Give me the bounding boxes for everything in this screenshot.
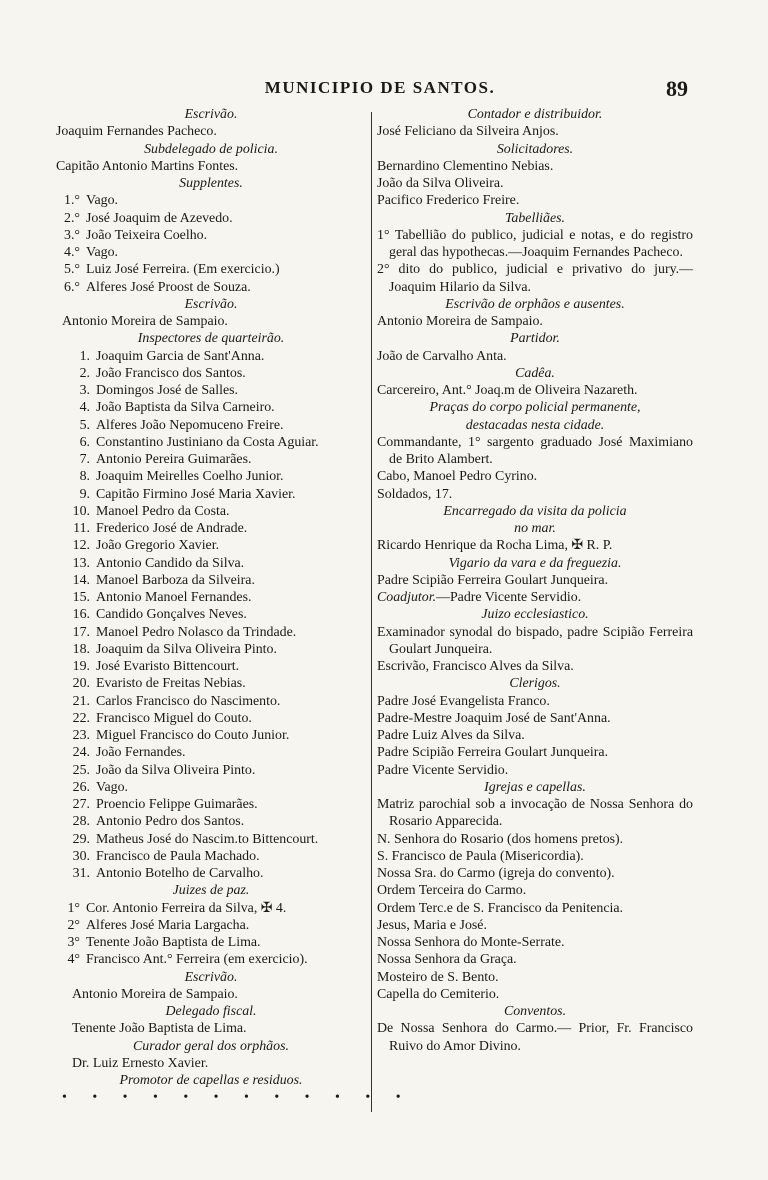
- item-name: João da Silva Oliveira Pinto.: [96, 762, 256, 778]
- entry-text: 2° dito do publico, judicial e privativo do jury.— Joaquim Hilario da Silva.: [377, 262, 693, 295]
- item-name: Cor. Antonio Ferreira da Silva, ✠ 4.: [86, 900, 287, 916]
- list-item: [56, 934, 366, 951]
- item-number: 8.: [79, 469, 90, 485]
- entry-text: Carcereiro, Ant.° Joaq.m de Oliveira Nazareth.: [377, 383, 638, 398]
- entry-text: De Nossa Senhora do Carmo.— Prior, Fr. Francisco Ruivo do Amor Divino.: [377, 1021, 693, 1054]
- item-name: José Evaristo Bittencourt.: [96, 659, 240, 674]
- item-name: Domingos José de Salles.: [96, 383, 238, 398]
- item-number: 4.°: [64, 245, 80, 260]
- item-name: José Joaquim de Azevedo.: [86, 210, 233, 226]
- item-number: 30.: [72, 848, 90, 864]
- list-item: Ordem Terceira do Carmo.: [377, 883, 527, 899]
- item-name: João Baptista da Silva Carneiro.: [96, 400, 275, 416]
- section-heading: Curador geral dos orphãos.: [133, 1038, 289, 1054]
- entry-text: Escrivão, Francisco Alves da Silva.: [377, 659, 574, 674]
- item-number: 2°: [67, 917, 80, 933]
- item-number: 11.: [73, 521, 90, 536]
- page-header: [0, 78, 768, 102]
- item-number: 17.: [72, 624, 90, 640]
- item-name: Alferes José Proost de Souza.: [86, 279, 251, 295]
- list-item: [56, 658, 366, 675]
- item-name: Proencio Felippe Guimarães.: [96, 797, 258, 812]
- list-item: [56, 537, 366, 554]
- juizes-list: [56, 900, 366, 969]
- section-heading: Delegado fiscal.: [165, 1004, 257, 1019]
- item-name: Manoel Pedro Nolasco da Trindade.: [96, 624, 297, 640]
- item-number: 16.: [72, 607, 90, 623]
- coadjutor-label: Coadjutor.: [377, 590, 437, 605]
- list-item: [56, 831, 366, 848]
- section-heading: Subdelegado de policia.: [144, 141, 278, 157]
- section-heading: Escrivão.: [184, 296, 238, 312]
- list-item: [56, 744, 366, 761]
- entry-text: Matriz parochial sob a invocação de Nossa Senhora do Rosario Apparecida.: [377, 797, 693, 830]
- list-item: S. Francisco de Paula (Misericordia).: [377, 848, 584, 864]
- item-number: 3.: [79, 383, 90, 398]
- section-heading: Supplentes.: [179, 176, 243, 191]
- item-number: 21.: [72, 693, 90, 709]
- item-name: Matheus José do Nascim.to Bittencourt.: [96, 831, 319, 847]
- list-item: Jesus, Maria e José.: [377, 917, 487, 933]
- list-item: [56, 796, 366, 813]
- section-heading: no mar.: [514, 521, 556, 536]
- right-column: [377, 106, 693, 1055]
- item-name: Tenente João Baptista de Lima.: [86, 935, 261, 950]
- section-heading: Partidor.: [510, 331, 560, 347]
- item-name: Constantino Justiniano da Costa Aguiar.: [96, 434, 319, 450]
- igrejas-list: [377, 831, 693, 1004]
- list-item: [56, 192, 366, 209]
- list-item: Padre José Evangelista Franco.: [377, 693, 550, 709]
- item-number: 2.°: [64, 210, 80, 226]
- list-item: [56, 468, 366, 485]
- item-number: 24.: [72, 745, 90, 761]
- item-name: Joaquim Meirelles Coelho Junior.: [96, 469, 284, 485]
- section-heading: Escrivão.: [184, 107, 238, 122]
- list-item: [56, 434, 366, 451]
- item-name: João Francisco dos Santos.: [96, 365, 246, 381]
- item-number: 2.: [79, 365, 90, 381]
- entry-text: Commandante, 1° sargento graduado José Maximiano de Brito Alambert.: [377, 434, 693, 467]
- entry-text: Joaquim Fernandes Pacheco.: [56, 124, 217, 140]
- item-number: 27.: [72, 797, 90, 812]
- item-number: 20.: [72, 676, 90, 692]
- entry-text: Cabo, Manoel Pedro Cyrino.: [377, 469, 538, 485]
- section-heading: Praças do corpo policial permanente,: [429, 400, 641, 416]
- section-heading: Tabelliães.: [504, 210, 566, 226]
- item-name: Francisco Miguel do Couto.: [96, 710, 252, 726]
- list-item: [56, 210, 366, 227]
- section-heading: Igrejas e capellas.: [484, 779, 586, 795]
- page-number: 89: [666, 76, 688, 101]
- list-item: Padre Vicente Servidio.: [377, 762, 509, 778]
- list-item: [56, 451, 366, 468]
- list-item: [56, 606, 366, 623]
- list-item: Nossa Senhora da Graça.: [377, 952, 517, 968]
- list-item: Pacifico Frederico Freire.: [377, 193, 520, 209]
- entry-text: Ricardo Henrique da Rocha Lima, ✠ R. P.: [377, 538, 613, 554]
- list-item: [56, 900, 366, 917]
- item-name: Antonio Botelho de Carvalho.: [96, 866, 264, 881]
- section-heading: Escrivão de orphãos e ausentes.: [445, 296, 625, 312]
- section-heading: Inspectores de quarteirão.: [137, 331, 285, 347]
- list-item: [56, 348, 366, 365]
- supplentes-list: [56, 192, 366, 296]
- list-item: [56, 589, 366, 606]
- item-number: 3°: [67, 935, 80, 950]
- item-name: Vago.: [96, 779, 129, 795]
- list-item: Mosteiro de S. Bento.: [377, 969, 499, 985]
- item-number: 1.: [79, 348, 90, 364]
- section-heading: Contador e distribuidor.: [467, 107, 603, 122]
- section-heading: Clerigos.: [509, 676, 561, 692]
- list-item: Nossa Sra. do Carmo (igreja do convento).: [377, 866, 615, 881]
- entry-text: Examinador synodal do bispado, padre Scipião Ferreira Goulart Junqueira.: [377, 624, 693, 657]
- item-number: 12.: [72, 538, 90, 554]
- item-number: 6.°: [64, 279, 80, 295]
- section-heading: Juizes de paz.: [172, 883, 250, 899]
- item-number: 4.: [79, 400, 90, 416]
- section-heading: Solicitadores.: [496, 141, 574, 157]
- item-number: 5.°: [64, 262, 80, 278]
- list-item: [56, 675, 366, 692]
- section-heading: Promotor de capellas e residuos.: [119, 1073, 303, 1088]
- item-name: Luiz José Ferreira. (Em exercicio.): [86, 262, 280, 278]
- list-item: [56, 779, 366, 796]
- list-item: [56, 624, 366, 641]
- entry-text: José Feliciano da Silveira Anjos.: [377, 124, 559, 140]
- item-name: Evaristo de Freitas Nebias.: [96, 676, 246, 692]
- item-name: João Fernandes.: [96, 745, 186, 761]
- list-item: [56, 261, 366, 278]
- item-name: Antonio Pereira Guimarães.: [96, 452, 252, 467]
- list-item: Padre Luiz Alves da Silva.: [377, 728, 525, 743]
- item-number: 15.: [72, 590, 90, 605]
- entry-text: Antonio Moreira de Sampaio.: [62, 314, 228, 329]
- list-item: [56, 813, 366, 830]
- list-item: [56, 710, 366, 727]
- section-heading: Juizo ecclesiastico.: [481, 607, 589, 623]
- section-heading: Encarregado da visita da policia: [443, 503, 627, 519]
- item-name: Capitão Firmino José Maria Xavier.: [96, 486, 296, 502]
- item-name: Joaquim da Silva Oliveira Pinto.: [96, 641, 277, 657]
- coadjutor-entry: [377, 589, 693, 606]
- section-heading: Cadêa.: [515, 365, 555, 381]
- list-item: Ordem Terc.e de S. Francisco da Penitencia.: [377, 900, 624, 916]
- list-item: [56, 951, 366, 968]
- item-name: João Gregorio Xavier.: [96, 538, 220, 554]
- list-item: [56, 848, 366, 865]
- item-name: Frederico José de Andrade.: [96, 521, 248, 536]
- item-name: João Teixeira Coelho.: [86, 227, 208, 243]
- list-item: [56, 486, 366, 503]
- list-item: Nossa Senhora do Monte-Serrate.: [377, 935, 565, 950]
- entry-text: Antonio Moreira de Sampaio.: [377, 314, 543, 329]
- clerigos-list: [377, 693, 693, 779]
- list-item: [56, 727, 366, 744]
- column-divider: [371, 112, 372, 1112]
- list-item: N. Senhora do Rosario (dos homens pretos).: [377, 831, 624, 847]
- list-item: [56, 417, 366, 434]
- item-number: 29.: [72, 831, 90, 847]
- item-number: 26.: [72, 779, 90, 795]
- section-heading: Conventos.: [503, 1004, 567, 1019]
- item-name: Candido Gonçalves Neves.: [96, 607, 247, 623]
- list-item: [56, 555, 366, 572]
- item-name: Antonio Pedro dos Santos.: [96, 814, 245, 830]
- item-name: Joaquim Garcia de Sant'Anna.: [96, 348, 265, 364]
- entry-text: Soldados, 17.: [377, 486, 453, 502]
- coadjutor-name: —Padre Vicente Servidio.: [436, 590, 582, 605]
- entry-text: Tenente João Baptista de Lima.: [72, 1021, 247, 1037]
- entry-text: João de Carvalho Anta.: [377, 348, 507, 364]
- list-item: Bernardino Clementino Nebias.: [377, 158, 554, 174]
- list-item: Padre-Mestre Joaquim José de Sant'Anna.: [377, 710, 611, 726]
- list-item: [56, 520, 366, 537]
- solicitadores-list: [377, 158, 693, 210]
- entry-text: Padre Scipião Ferreira Goulart Junqueira.: [377, 572, 609, 588]
- entry-text: Capitão Antonio Martins Fontes.: [56, 158, 239, 174]
- list-item: [56, 279, 366, 296]
- list-item: [56, 762, 366, 779]
- item-name: Vago.: [86, 245, 119, 260]
- item-number: 28.: [72, 814, 90, 830]
- item-name: Vago.: [86, 193, 119, 209]
- item-number: 3.°: [64, 227, 80, 243]
- list-item: Capella do Cemiterio.: [377, 986, 500, 1002]
- section-heading: Vigario da vara e da freguezia.: [448, 555, 622, 571]
- item-name: Alferes João Nepomuceno Freire.: [96, 417, 284, 433]
- leader-dots: • • • • • • • • • • • •: [62, 1090, 412, 1106]
- list-item: [56, 693, 366, 710]
- item-number: 19.: [72, 659, 90, 674]
- item-number: 18.: [72, 641, 90, 657]
- item-name: Antonio Candido da Silva.: [96, 555, 245, 571]
- list-item: [56, 865, 366, 882]
- item-number: 14.: [72, 572, 90, 588]
- item-number: 13.: [72, 555, 90, 571]
- item-number: 6.: [79, 434, 90, 450]
- item-name: Miguel Francisco do Couto Junior.: [96, 728, 290, 743]
- item-name: Alferes José Maria Largacha.: [86, 917, 250, 933]
- item-number: 23.: [72, 728, 90, 743]
- item-number: 22.: [72, 710, 90, 726]
- item-name: Francisco de Paula Machado.: [96, 848, 260, 864]
- item-number: 7.: [79, 452, 90, 467]
- item-name: Carlos Francisco do Nascimento.: [96, 693, 281, 709]
- item-number: 1.°: [64, 193, 80, 209]
- list-item: [56, 365, 366, 382]
- section-heading: Escrivão.: [184, 969, 238, 985]
- item-number: 1°: [67, 900, 80, 916]
- list-item: [56, 917, 366, 934]
- item-number: 5.: [79, 417, 90, 433]
- list-item: [56, 382, 366, 399]
- list-item: Padre Scipião Ferreira Goulart Junqueira.: [377, 745, 609, 761]
- list-item: [56, 244, 366, 261]
- entry-text: Dr. Luiz Ernesto Xavier.: [72, 1055, 209, 1071]
- entry-text: Antonio Moreira de Sampaio.: [72, 986, 238, 1002]
- item-number: 31.: [72, 866, 90, 881]
- item-number: 4°: [67, 952, 80, 968]
- item-name: Manoel Pedro da Costa.: [96, 503, 230, 519]
- item-name: Antonio Manoel Fernandes.: [96, 590, 252, 605]
- list-item: [56, 503, 366, 520]
- running-title: MUNICIPIO DE SANTOS.: [264, 78, 496, 97]
- list-item: [56, 227, 366, 244]
- item-number: 25.: [72, 762, 90, 778]
- section-heading: destacadas nesta cidade.: [465, 417, 605, 433]
- list-item: [56, 572, 366, 589]
- list-item: [56, 399, 366, 416]
- entry-text: 1° Tabellião do publico, judicial e notas, e do registro geral das hypothecas.—Joaquim Fernandes Pacheco.: [377, 227, 693, 260]
- list-item: João da Silva Oliveira.: [377, 176, 504, 191]
- item-name: Francisco Ant.° Ferreira (em exercicio).: [86, 952, 308, 968]
- item-name: Manoel Barboza da Silveira.: [96, 572, 255, 588]
- inspectores-list: [56, 348, 366, 883]
- item-number: 9.: [79, 486, 90, 502]
- item-number: 10.: [72, 503, 90, 519]
- list-item: [56, 641, 366, 658]
